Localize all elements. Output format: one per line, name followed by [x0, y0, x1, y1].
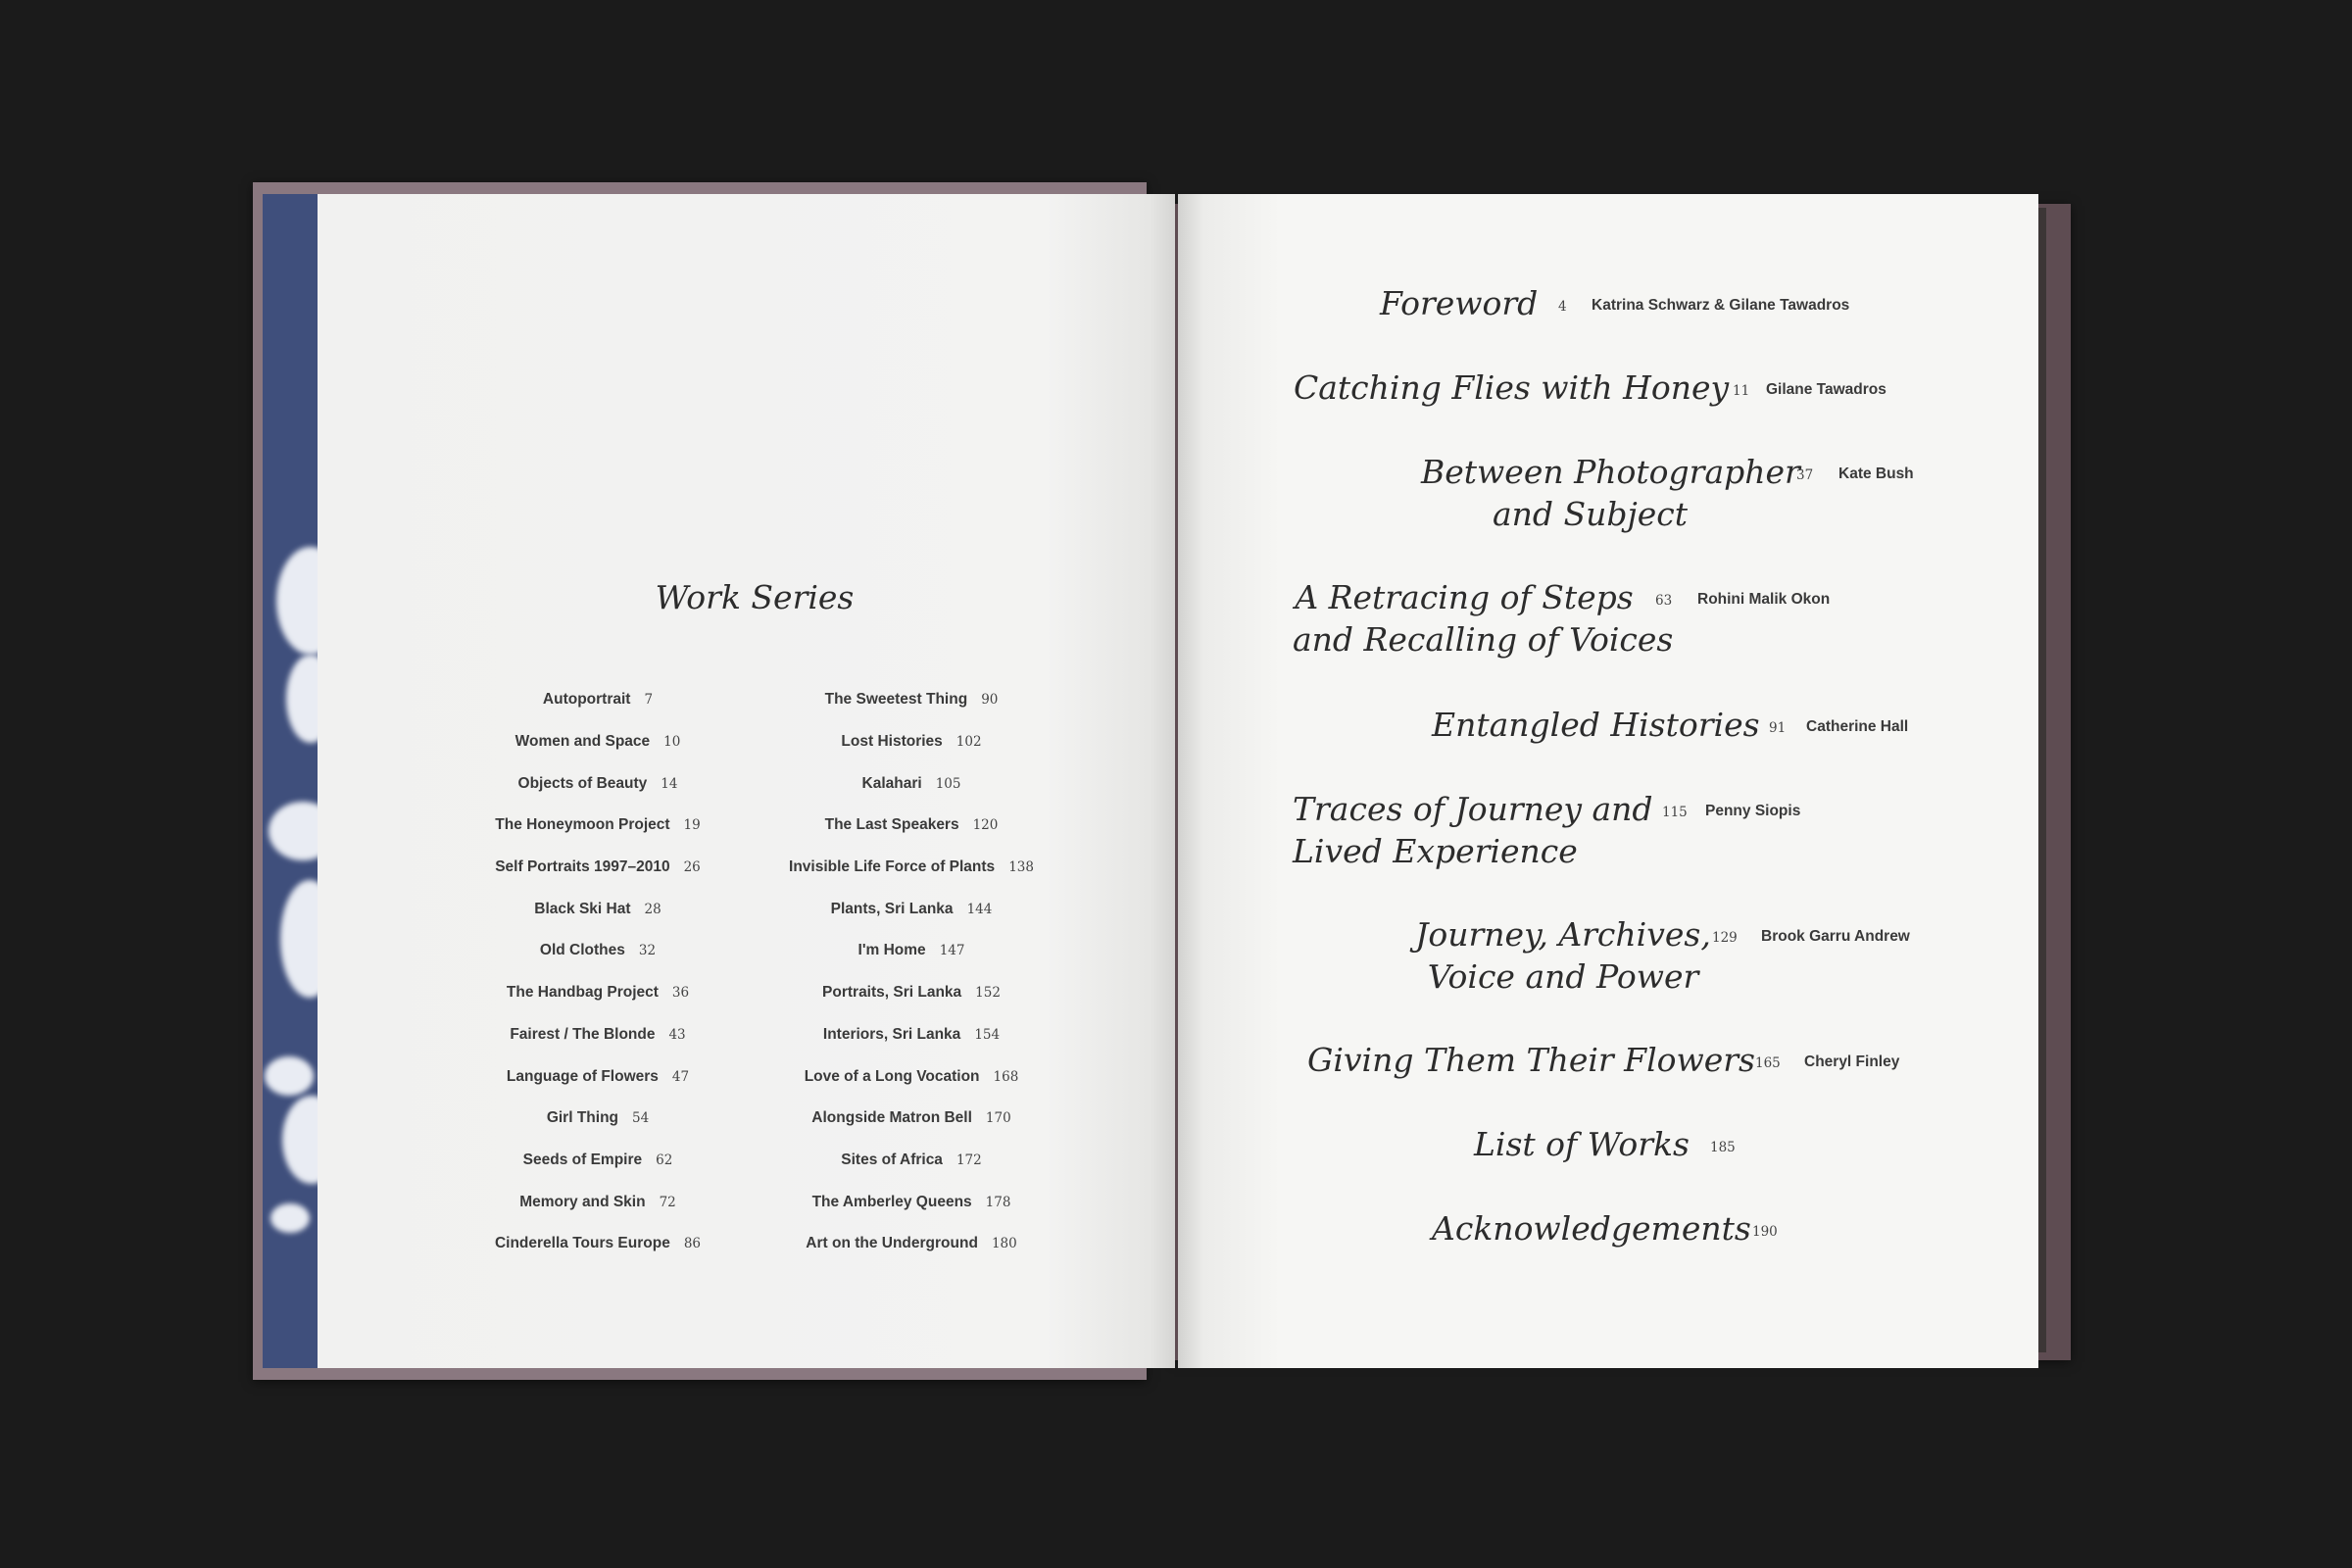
contents-page-number: 165 [1755, 1055, 1781, 1071]
contents-title [1474, 1123, 1690, 1165]
entry-page-number: 7 [644, 692, 654, 709]
page-edges [2038, 208, 2046, 1352]
entry-page-number: 170 [985, 1110, 1011, 1127]
work-series-entry [451, 762, 745, 805]
work-series-entry [764, 1181, 1058, 1223]
work-series-entry [764, 1098, 1058, 1140]
entry-title: Art on the Underground [806, 1235, 978, 1252]
work-series-heading: Work Series [655, 578, 855, 616]
contents-title [1293, 788, 1653, 872]
contents-title [1401, 913, 1725, 998]
entry-title: The Honeymoon Project [495, 816, 670, 834]
entry-title: Autoportrait [542, 691, 631, 709]
entry-title: Fairest / The Blonde [510, 1025, 656, 1043]
work-series-entry [764, 805, 1058, 847]
contents-title [1432, 704, 1760, 746]
work-series-entry [451, 1098, 745, 1140]
work-series-entry [764, 847, 1058, 889]
work-series-entry [451, 1223, 745, 1265]
work-series-column-2 [764, 679, 1058, 1265]
contents-page-number: 190 [1752, 1224, 1778, 1240]
contents-title [1421, 451, 1800, 535]
entry-title: Language of Flowers [506, 1067, 659, 1085]
contents-author: Penny Siopis [1705, 803, 1801, 819]
entry-page-number: 62 [656, 1152, 673, 1168]
work-series-entry [451, 805, 745, 847]
entry-page-number: 180 [991, 1236, 1017, 1252]
contents-title-line: Between Photographer [1421, 453, 1800, 491]
contents-title-line: and Subject [1492, 495, 1689, 533]
entry-title: Invisible Life Force of Plants [789, 858, 996, 876]
entry-page-number: 152 [975, 985, 1001, 1002]
contents-author: Brook Garru Andrew [1761, 928, 1910, 945]
entry-title: The Amberley Queens [811, 1193, 972, 1210]
entry-page-number: 10 [663, 734, 681, 751]
contents-title-line: Foreword [1380, 284, 1539, 322]
contents-author: Katrina Schwarz & Gilane Tawadros [1592, 297, 1850, 314]
entry-page-number: 178 [985, 1194, 1011, 1210]
entry-title: Alongside Matron Bell [811, 1109, 972, 1127]
contents-page-number: 37 [1796, 467, 1814, 483]
work-series-entry [764, 930, 1058, 972]
contents-author: Gilane Tawadros [1766, 381, 1886, 398]
contents-title-line: Traces of Journey and [1293, 790, 1653, 828]
entry-page-number: 120 [972, 817, 999, 834]
entry-page-number: 147 [939, 943, 965, 959]
entry-page-number: 19 [683, 817, 701, 834]
entry-title: Kalahari [861, 774, 922, 792]
entry-title: Interiors, Sri Lanka [822, 1025, 961, 1043]
entry-title: Girl Thing [546, 1109, 618, 1127]
work-series-entry [764, 1140, 1058, 1182]
entry-page-number: 90 [981, 692, 999, 709]
contents-title-line: Journey, Archives, [1415, 915, 1711, 954]
contents-title-line: Giving Them Their Flowers [1307, 1041, 1755, 1079]
entry-title: Women and Space [514, 733, 651, 751]
contents-page-number: 63 [1655, 593, 1673, 609]
contents-title [1294, 367, 1729, 409]
contents-title-line: and Recalling of Voices [1293, 620, 1674, 659]
contents-title-line: Acknowledgements [1432, 1209, 1751, 1248]
entry-page-number: 168 [993, 1068, 1019, 1085]
contents-title-line: List of Works [1474, 1125, 1690, 1163]
contents-title [1380, 282, 1538, 324]
entry-page-number: 154 [974, 1026, 1001, 1043]
work-series-column-1 [451, 679, 745, 1265]
entry-page-number: 54 [632, 1110, 650, 1127]
contents-page-number: 11 [1733, 383, 1750, 399]
work-series-entry [451, 888, 745, 930]
entry-title: Love of a Long Vocation [804, 1067, 980, 1085]
entry-page-number: 144 [966, 901, 993, 917]
entry-title: Old Clothes [539, 942, 625, 959]
contents-title-line: Catching Flies with Honey [1294, 368, 1730, 407]
entry-title: Seeds of Empire [522, 1151, 643, 1168]
entry-page-number: 47 [671, 1068, 690, 1085]
entry-page-number: 86 [683, 1236, 702, 1252]
work-series-entry [764, 1055, 1058, 1098]
entry-page-number: 14 [661, 775, 678, 792]
entry-title: I'm Home [858, 942, 926, 959]
work-series-entry [451, 1014, 745, 1056]
contents-page-number: 4 [1558, 299, 1567, 315]
entry-page-number: 32 [638, 943, 657, 959]
work-series-entry [764, 888, 1058, 930]
entry-page-number: 72 [659, 1194, 676, 1210]
work-series-entry [764, 1014, 1058, 1056]
work-series-entry [451, 1140, 745, 1182]
contents-title-line: Lived Experience [1293, 832, 1578, 870]
entry-title: The Handbag Project [506, 984, 659, 1002]
entry-title: Objects of Beauty [517, 774, 648, 792]
work-series-entry [764, 762, 1058, 805]
work-series-entry [451, 847, 745, 889]
entry-page-number: 26 [683, 859, 701, 876]
contents-title-line: Entangled Histories [1432, 706, 1760, 744]
work-series-entry [764, 721, 1058, 763]
entry-title: Sites of Africa [841, 1151, 943, 1168]
entry-title: Black Ski Hat [534, 900, 631, 917]
contents-title-line: Voice and Power [1427, 957, 1699, 996]
work-series-entry [451, 1181, 745, 1223]
work-series-entry [451, 930, 745, 972]
contents-title [1432, 1207, 1751, 1250]
entry-title: Self Portraits 1997–2010 [495, 858, 670, 876]
entry-title: Cinderella Tours Europe [494, 1235, 670, 1252]
entry-page-number: 105 [935, 775, 961, 792]
entry-page-number: 138 [1008, 859, 1034, 876]
work-series-entry [451, 972, 745, 1014]
contents-page-number: 115 [1662, 805, 1688, 820]
cyanotype-photo-strip [263, 194, 318, 1368]
work-series-entry [764, 972, 1058, 1014]
contents-title [1307, 1039, 1755, 1081]
entry-page-number: 36 [671, 985, 690, 1002]
contents-page-number: 185 [1710, 1140, 1736, 1155]
work-series-entry [764, 1223, 1058, 1265]
contents-title-line: A Retracing of Steps [1295, 578, 1634, 616]
work-series-entry [451, 721, 745, 763]
entry-title: Lost Histories [841, 733, 943, 751]
entry-title: Memory and Skin [519, 1193, 646, 1210]
contents-page-number: 129 [1712, 930, 1738, 946]
contents-author: Rohini Malik Okon [1697, 591, 1831, 608]
entry-title: Portraits, Sri Lanka [822, 984, 962, 1002]
entry-page-number: 102 [956, 734, 982, 751]
entry-title: The Sweetest Thing [824, 691, 968, 709]
work-series-entry [764, 679, 1058, 721]
work-series-entry [451, 1055, 745, 1098]
entry-page-number: 43 [668, 1026, 686, 1043]
contents-author: Kate Bush [1838, 466, 1914, 482]
entry-title: Plants, Sri Lanka [830, 900, 954, 917]
contents-author: Cheryl Finley [1804, 1054, 1900, 1070]
entry-page-number: 172 [956, 1152, 982, 1168]
contents-author: Catherine Hall [1806, 718, 1909, 735]
work-series-entry [451, 679, 745, 721]
entry-page-number: 28 [644, 901, 662, 917]
entry-title: The Last Speakers [824, 816, 959, 834]
contents-page-number: 91 [1769, 720, 1787, 736]
